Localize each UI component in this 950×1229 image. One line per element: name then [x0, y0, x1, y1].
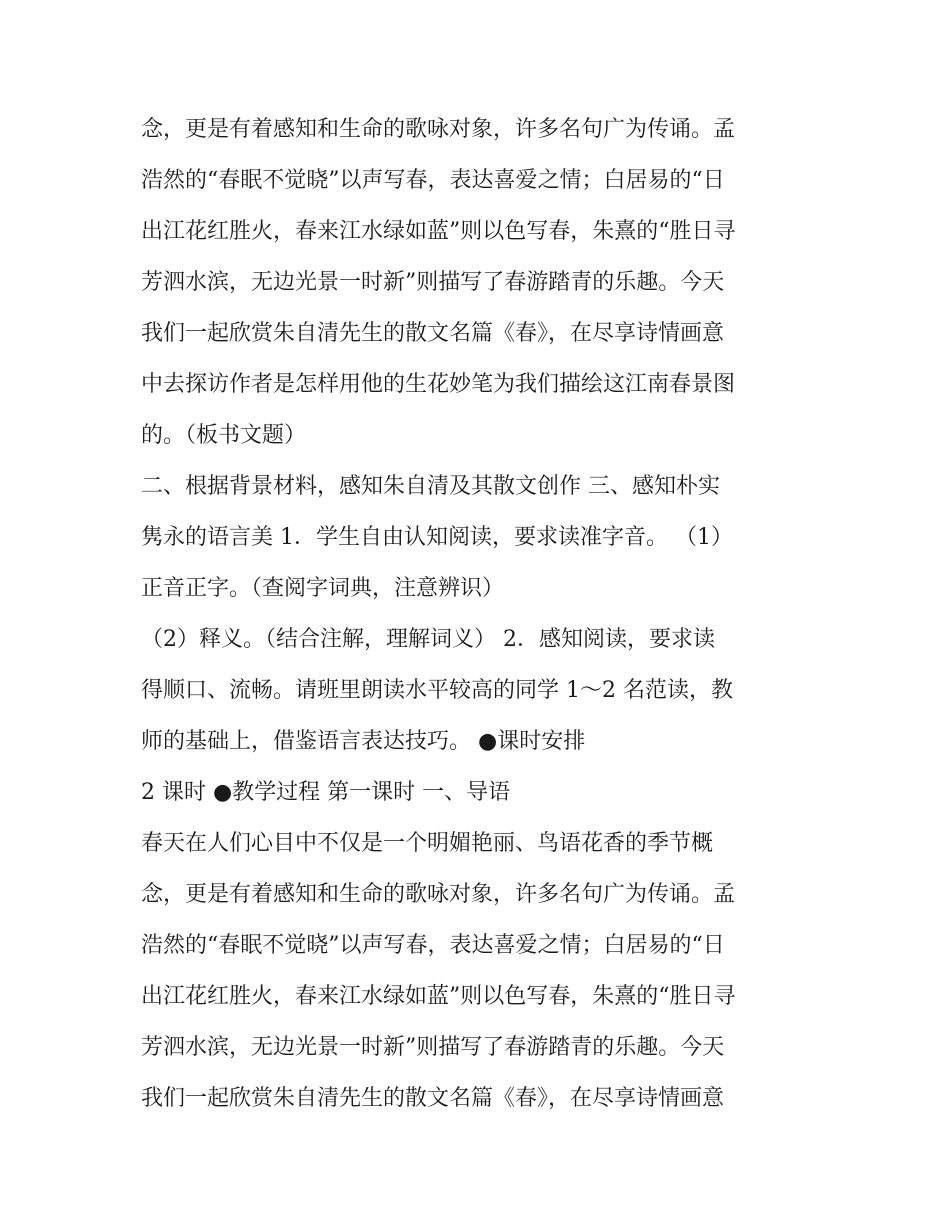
text-line: 念，更是有着感知和生命的歌咏对象，许多名句广为传诵。孟 [141, 117, 736, 142]
text-line: 隽永的语言美 1．学生自由认知阅读，要求读准字音。 （1） [141, 525, 733, 550]
text-line: 的。（板书文题） [141, 423, 307, 448]
text-line: 二、根据背景材料，感知朱自清及其散文创作 三、感知朴实 [141, 474, 720, 499]
text-line: 浩然的“春眠不觉晓”以声写春，表达喜爱之情；白居易的“日 [141, 168, 725, 193]
text-line: 出江花红胜火，春来江水绿如蓝”则以色写春，朱熹的“胜日寻 [141, 219, 736, 244]
text-line: 浩然的“春眠不觉晓”以声写春，表达喜爱之情；白居易的“日 [141, 933, 725, 958]
text-line: 芳泗水滨，无边光景一时新”则描写了春游踏青的乐趣。今天 [141, 270, 725, 295]
text-line: 我们一起欣赏朱自清先生的散文名篇《春》，在尽享诗情画意 [141, 321, 725, 346]
text-line: 2 课时 ●教学过程 第一课时 一、导语 [141, 780, 511, 805]
text-line: 正音正字。（查阅字词典，注意辨识） [141, 576, 505, 601]
text-line: 春天在人们心目中不仅是一个明媚艳丽、鸟语花香的季节概 [141, 831, 714, 856]
text-line: 我们一起欣赏朱自清先生的散文名篇《春》，在尽享诗情画意 [141, 1086, 725, 1111]
text-line: 芳泗水滨，无边光景一时新”则描写了春游踏青的乐趣。今天 [141, 1035, 725, 1060]
text-line: 得顺口、流畅。请班里朗读水平较高的同学 1～2 名范读，教 [141, 678, 733, 703]
text-line: （2）释义。（结合注解，理解词义） 2．感知阅读，要求读 [141, 627, 715, 652]
text-line: 念，更是有着感知和生命的歌咏对象，许多名句广为传诵。孟 [141, 882, 736, 907]
text-line: 师的基础上，借鉴语言表达技巧。 ●课时安排 [141, 729, 586, 754]
text-line: 中去探访作者是怎样用他的生花妙笔为我们描绘这江南春景图 [141, 372, 736, 397]
text-line: 出江花红胜火，春来江水绿如蓝”则以色写春，朱熹的“胜日寻 [141, 984, 736, 1009]
